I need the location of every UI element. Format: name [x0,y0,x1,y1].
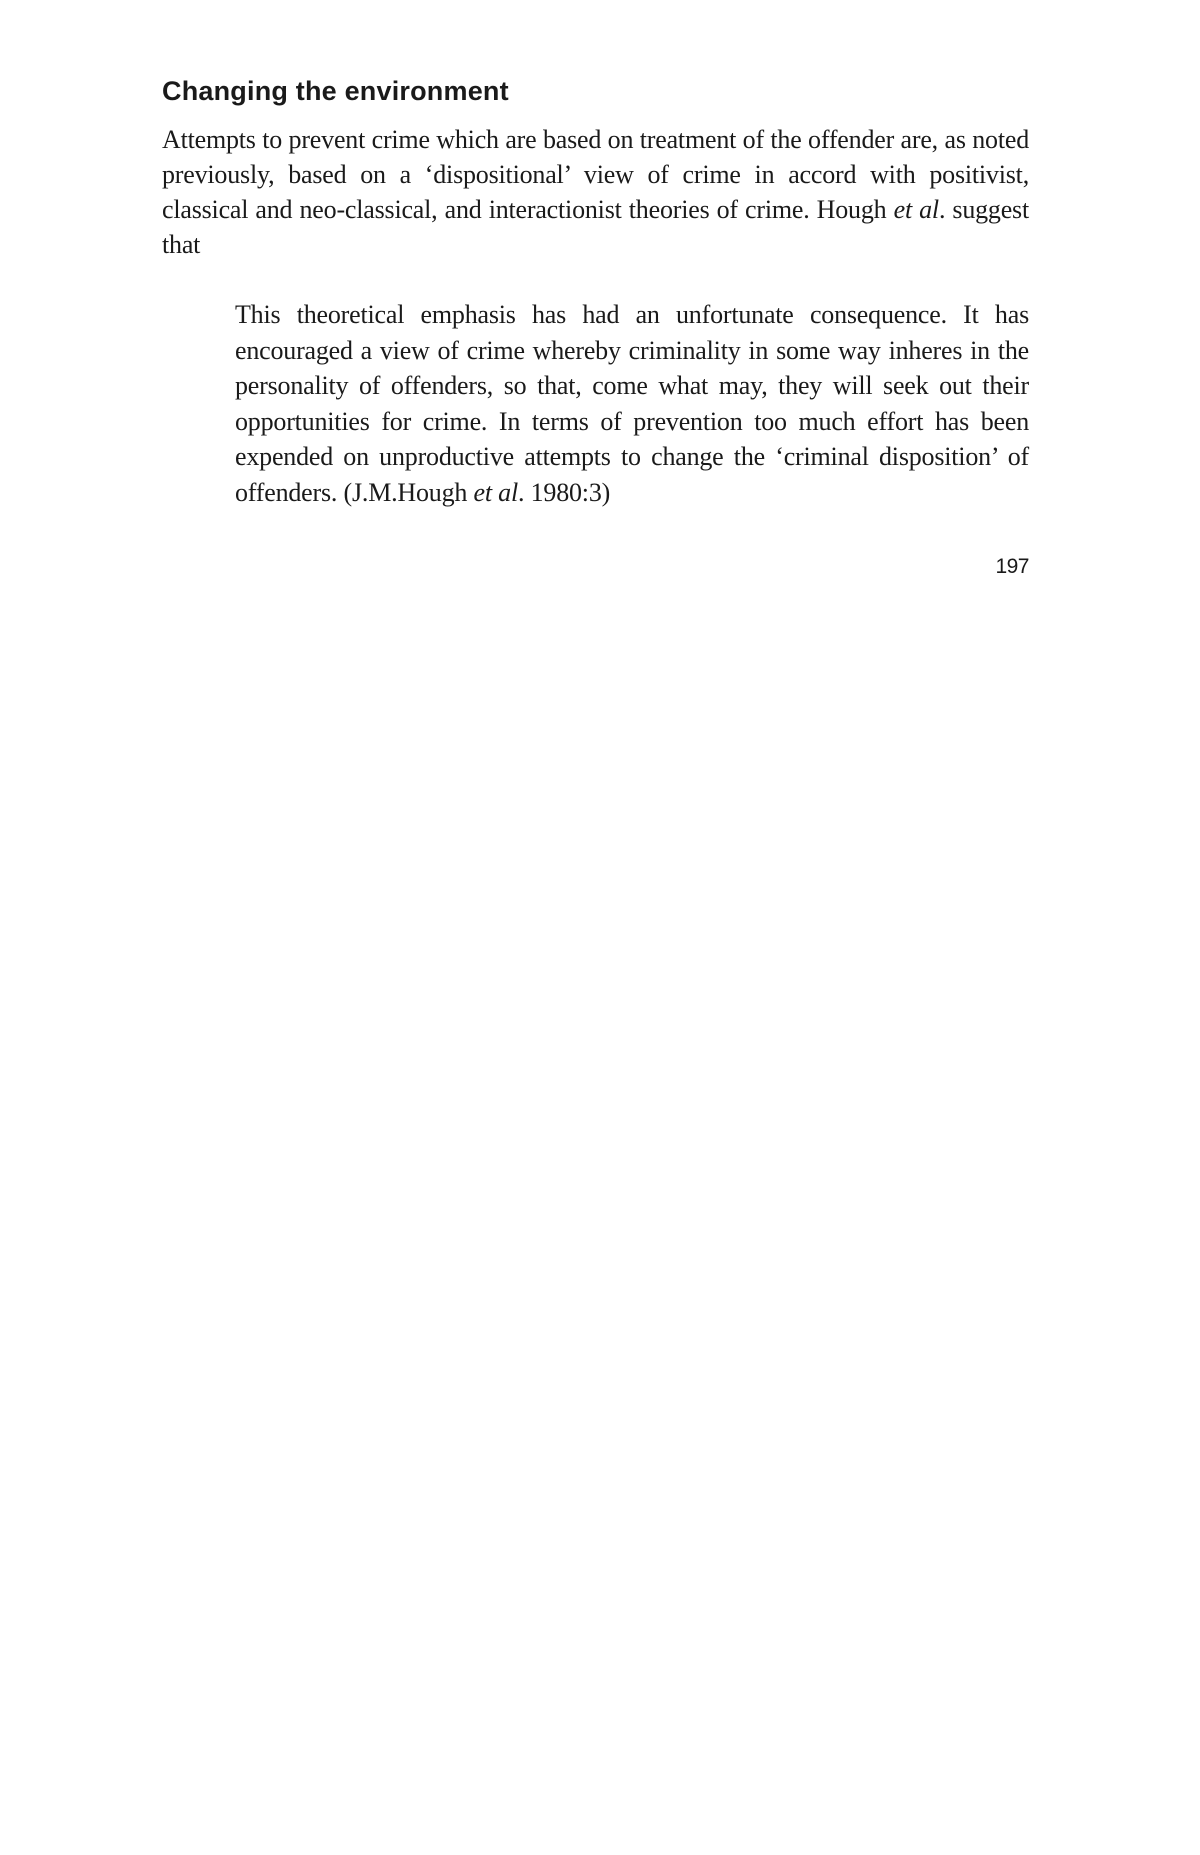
citation-tail: . 1980:3) [518,477,611,507]
citation-lead: (J.M.Hough [343,477,474,507]
citation-italic: et al [473,477,518,507]
body-paragraph [162,122,1029,262]
section-heading: Changing the environment [162,76,509,106]
document-page [162,74,1029,580]
block-quote [235,297,1029,510]
body-paragraph-text: Attempts to prevent crime which are based on treatment of the offender are, as noted previously, based on a ‘dispositional’ view of crime in accord with positivist, classical and neo-classical, and interactionist theories of crime. Hough [162,125,1029,224]
block-quote-text: This theoretical emphasis has had an unfortunate consequence. It has encouraged a view of crime whereby criminality in some way inheres in the personality of offenders, so that, come what may, they will seek out their opportunities for crime. In terms of prevention too much effort has been expended on unproductive attempts to change the ‘criminal disposition’ of offenders. [235,300,1029,507]
page-number: 197 [995,555,1029,578]
body-paragraph-italic: et al [893,195,939,224]
body-paragraph-tail: . suggest that [162,195,1029,259]
